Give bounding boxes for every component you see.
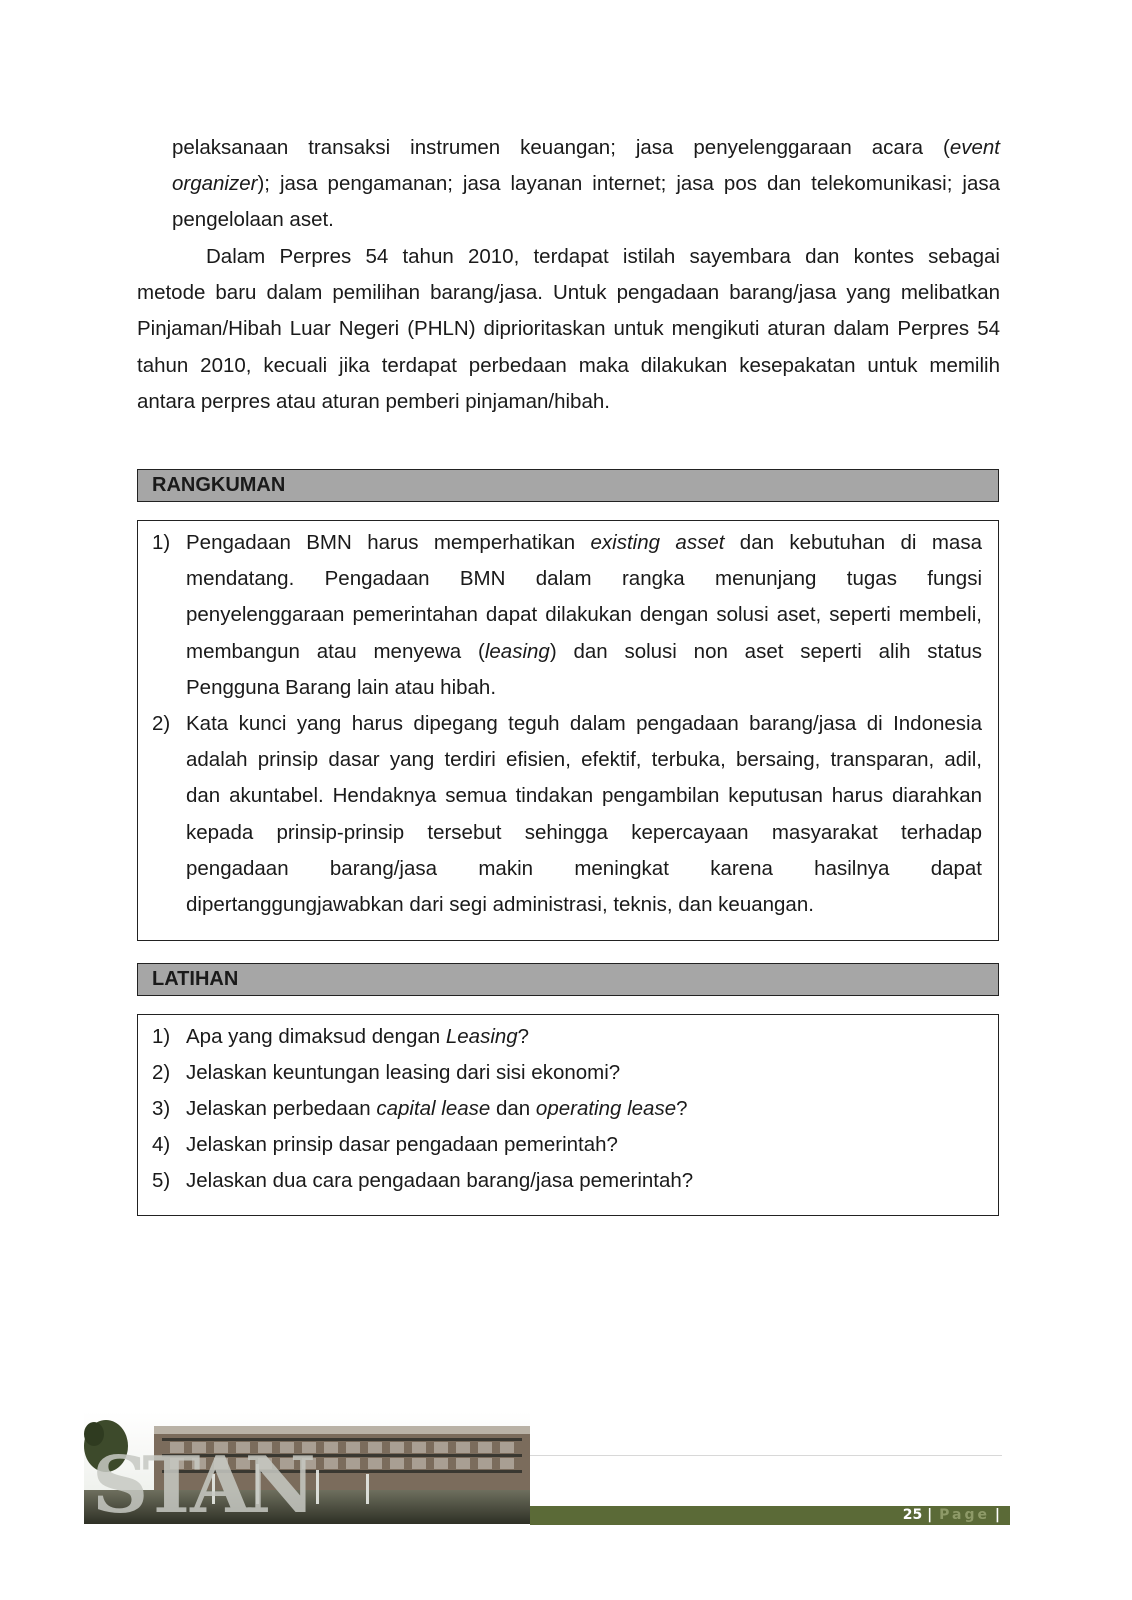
latihan-item-text: Jelaskan keuntungan leasing dari sisi ekonomi? xyxy=(186,1061,621,1084)
perpres-line-3: Pinjaman/Hibah Luar Negeri (PHLN) diprioritaskan untuk mengikuti aturan dalam Perpres 54 xyxy=(137,317,1000,341)
rangkuman-2-line-6: dipertanggungjawabkan dari segi administrasi, teknis, dan keuangan. xyxy=(186,893,814,917)
latihan-item-text: Jelaskan prinsip dasar pengadaan pemerintah? xyxy=(186,1133,618,1156)
latihan-item-text: Jelaskan dua cara pengadaan barang/jasa pemerintah? xyxy=(186,1169,694,1192)
intro-line-1: pelaksanaan transaksi instrumen keuangan; jasa penyelenggaraan acara (event xyxy=(172,136,1000,159)
rangkuman-1-line-3: penyelenggaraan pemerintahan dapat dilakukan dengan solusi aset, seperti membeli, xyxy=(186,603,982,627)
latihan-title: LATIHAN xyxy=(152,968,239,990)
stan-logo-text: STAN xyxy=(92,1440,310,1524)
perpres-line-5: antara perpres atau aturan pemberi pinjaman/hibah. xyxy=(137,389,610,413)
latihan-item-number: 2) xyxy=(152,1061,171,1084)
rangkuman-2-line-3: dan akuntabel. Hendaknya semua tindakan pengambilan keputusan harus diarahkan xyxy=(186,784,982,808)
latihan-item-number: 4) xyxy=(152,1133,171,1156)
page-footer-bar xyxy=(530,1506,1010,1525)
rangkuman-2-line-4: kepada prinsip-prinsip tersebut sehingga kepercayaan masyarakat terhadap xyxy=(186,820,982,844)
perpres-line-1: Dalam Perpres 54 tahun 2010, terdapat istilah sayembara dan kontes sebagai xyxy=(206,245,1000,268)
intro-paragraph xyxy=(172,130,1000,239)
rangkuman-1-line-4: membangun atau menyewa (leasing) dan solusi non aset seperti alih status xyxy=(186,639,982,663)
intro-line-2: organizer); jasa pengamanan; jasa layanan internet; jasa pos dan telekomunikasi; jasa xyxy=(172,172,1000,196)
footer-rule xyxy=(530,1455,1002,1456)
page-separator: | xyxy=(927,1507,933,1523)
rangkuman-item-number: 1) xyxy=(152,531,171,554)
stan-building-photo xyxy=(84,1412,530,1524)
perpres-line-2: metode baru dalam pemilihan barang/jasa. Untuk pengadaan barang/jasa yang melibatkan xyxy=(137,281,1000,305)
rangkuman-2-line-1: Kata kunci yang harus dipegang teguh dalam pengadaan barang/jasa di Indonesia xyxy=(186,712,982,735)
rangkuman-2-line-2: adalah prinsip dasar yang terdiri efisien, efektif, terbuka, bersaing, transparan, adil, xyxy=(186,748,982,772)
latihan-item-text: Jelaskan perbedaan capital lease dan operating lease? xyxy=(186,1097,688,1120)
rangkuman-box xyxy=(137,520,999,941)
rangkuman-item-number: 2) xyxy=(152,712,171,735)
latihan-item-number: 1) xyxy=(152,1025,171,1048)
page-number: 25 xyxy=(902,1507,923,1523)
intro-line-3: pengelolaan aset. xyxy=(172,208,334,232)
rangkuman-title: RANGKUMAN xyxy=(152,474,286,496)
latihan-item-number: 3) xyxy=(152,1097,171,1120)
perpres-paragraph xyxy=(137,239,1000,420)
rangkuman-2-line-5: pengadaan barang/jasa makin meningkat karena hasilnya dapat xyxy=(186,856,982,880)
page-label: Page xyxy=(939,1507,990,1523)
perpres-line-4: tahun 2010, kecuali jika terdapat perbedaan maka dilakukan kesepakatan untuk memilih xyxy=(137,353,1000,377)
latihan-item-number: 5) xyxy=(152,1169,171,1192)
latihan-box xyxy=(137,1014,999,1216)
rangkuman-1-line-1: Pengadaan BMN harus memperhatikan existing asset dan kebutuhan di masa xyxy=(186,531,982,554)
latihan-item-text: Apa yang dimaksud dengan Leasing? xyxy=(186,1025,530,1048)
rangkuman-item-text xyxy=(186,525,982,706)
rangkuman-1-line-5: Pengguna Barang lain atau hibah. xyxy=(186,675,497,699)
page-end-bar: | xyxy=(994,1507,1000,1523)
rangkuman-1-line-2: mendatang. Pengadaan BMN dalam rangka menunjang tugas fungsi xyxy=(186,567,982,591)
rangkuman-item-text xyxy=(186,706,982,923)
rangkuman-heading xyxy=(137,469,999,502)
latihan-heading xyxy=(137,963,999,996)
